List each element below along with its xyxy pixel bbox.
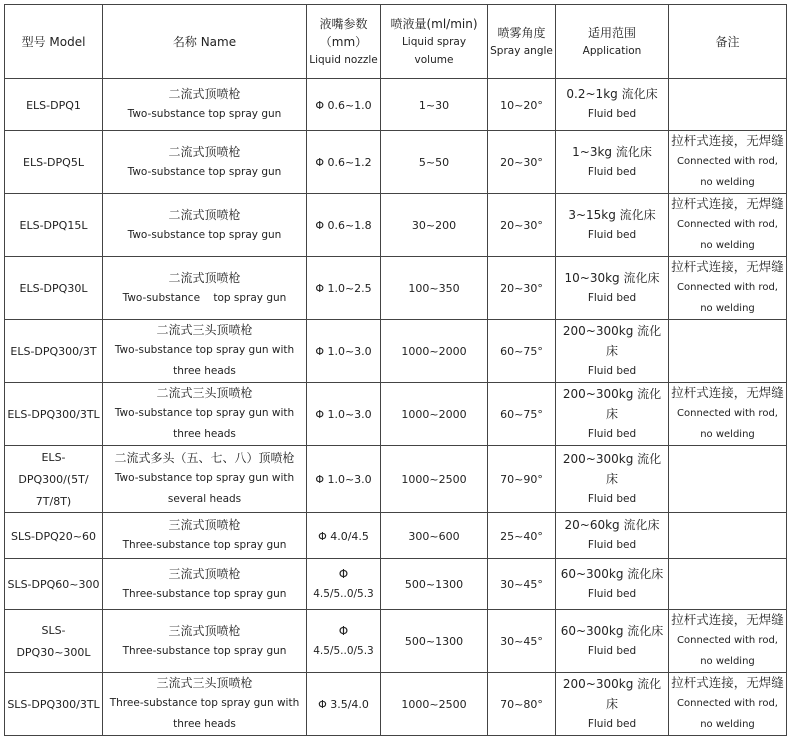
volume-cell: 1000~2000 bbox=[381, 383, 488, 446]
nozzle-cell: Φ 4.0/4.5 bbox=[307, 513, 381, 559]
nozzle-cell: Φ 1.0~3.0 bbox=[307, 446, 381, 513]
header-angle: 喷雾角度 Spray angle bbox=[488, 5, 556, 79]
name-cell: 二流式三头顶喷枪 Two-substance top spray gun with three heads bbox=[103, 383, 307, 446]
application-cell: 60~300kg 流化床 Fluid bed bbox=[556, 559, 669, 610]
angle-cell: 70~90° bbox=[488, 446, 556, 513]
application-cell: 200~300kg 流化床 Fluid bed bbox=[556, 673, 669, 736]
table-row bbox=[5, 673, 787, 736]
application-cell: 60~300kg 流化床 Fluid bed bbox=[556, 610, 669, 673]
remark-cell: 拉杆式连接，无焊缝 Connected with rod, no welding bbox=[669, 383, 787, 446]
model-cell: ELS-DPQ300/3T bbox=[5, 320, 103, 383]
application-cell: 10~30kg 流化床 Fluid bed bbox=[556, 257, 669, 320]
nozzle-cell: Φ 4.5/5..0/5.3 bbox=[307, 559, 381, 610]
remark-cell bbox=[669, 320, 787, 383]
table-row bbox=[5, 610, 787, 673]
model-cell: ELS-DPQ5L bbox=[5, 131, 103, 194]
angle-cell: 10~20° bbox=[488, 79, 556, 131]
model-cell: SLS-DPQ20~60 bbox=[5, 513, 103, 559]
model-cell: SLS-DPQ60~300 bbox=[5, 559, 103, 610]
table-row bbox=[5, 513, 787, 559]
name-cell: 二流式顶喷枪 Two-substance top spray gun bbox=[103, 194, 307, 257]
name-cell: 二流式多头（五、七、八）顶喷枪 Two-substance top spray gun with several heads bbox=[103, 446, 307, 513]
angle-cell: 70~80° bbox=[488, 673, 556, 736]
name-cell: 三流式三头顶喷枪 Three-substance top spray gun with three heads bbox=[103, 673, 307, 736]
application-cell: 200~300kg 流化床 Fluid bed bbox=[556, 320, 669, 383]
remark-cell: 拉杆式连接，无焊缝 Connected with rod, no welding bbox=[669, 194, 787, 257]
angle-cell: 20~30° bbox=[488, 257, 556, 320]
model-cell: ELS-DPQ300/(5T/ 7T/8T) bbox=[5, 446, 103, 513]
angle-cell: 25~40° bbox=[488, 513, 556, 559]
volume-cell: 1~30 bbox=[381, 79, 488, 131]
name-cell: 二流式顶喷枪 Two-substance top spray gun bbox=[103, 131, 307, 194]
application-cell: 1~3kg 流化床 Fluid bed bbox=[556, 131, 669, 194]
header-row bbox=[5, 5, 787, 79]
remark-cell: 拉杆式连接，无焊缝 Connected with rod, no welding bbox=[669, 257, 787, 320]
header-nozzle: 液嘴参数 （mm） Liquid nozzle bbox=[307, 5, 381, 79]
table-row bbox=[5, 559, 787, 610]
table-row bbox=[5, 446, 787, 513]
nozzle-cell: Φ 0.6~1.2 bbox=[307, 131, 381, 194]
application-cell: 20~60kg 流化床 Fluid bed bbox=[556, 513, 669, 559]
model-cell: ELS-DPQ300/3TL bbox=[5, 383, 103, 446]
name-cell: 三流式顶喷枪 Three-substance top spray gun bbox=[103, 559, 307, 610]
remark-cell bbox=[669, 559, 787, 610]
remark-cell: 拉杆式连接，无焊缝 Connected with rod, no welding bbox=[669, 131, 787, 194]
nozzle-cell: Φ 1.0~3.0 bbox=[307, 320, 381, 383]
model-cell: ELS-DPQ15L bbox=[5, 194, 103, 257]
model-cell: SLS-DPQ30~300L bbox=[5, 610, 103, 673]
table-row bbox=[5, 194, 787, 257]
header-model: 型号 Model bbox=[5, 5, 103, 79]
application-cell: 0.2~1kg 流化床 Fluid bed bbox=[556, 79, 669, 131]
angle-cell: 20~30° bbox=[488, 194, 556, 257]
remark-cell: 拉杆式连接，无焊缝 Connected with rod, no welding bbox=[669, 610, 787, 673]
nozzle-cell: Φ 3.5/4.0 bbox=[307, 673, 381, 736]
volume-cell: 1000~2000 bbox=[381, 320, 488, 383]
header-remark: 备注 bbox=[669, 5, 787, 79]
nozzle-cell: Φ 1.0~3.0 bbox=[307, 383, 381, 446]
table-row bbox=[5, 79, 787, 131]
table-row bbox=[5, 257, 787, 320]
nozzle-cell: Φ 0.6~1.0 bbox=[307, 79, 381, 131]
application-cell: 3~15kg 流化床 Fluid bed bbox=[556, 194, 669, 257]
header-application: 适用范围 Application bbox=[556, 5, 669, 79]
volume-cell: 500~1300 bbox=[381, 610, 488, 673]
remark-cell: 拉杆式连接，无焊缝 Connected with rod, no welding bbox=[669, 673, 787, 736]
angle-cell: 20~30° bbox=[488, 131, 556, 194]
volume-cell: 100~350 bbox=[381, 257, 488, 320]
header-name: 名称 Name bbox=[103, 5, 307, 79]
application-cell: 200~300kg 流化床 Fluid bed bbox=[556, 446, 669, 513]
remark-cell bbox=[669, 79, 787, 131]
volume-cell: 1000~2500 bbox=[381, 446, 488, 513]
table-row bbox=[5, 131, 787, 194]
table-row bbox=[5, 383, 787, 446]
angle-cell: 60~75° bbox=[488, 320, 556, 383]
volume-cell: 5~50 bbox=[381, 131, 488, 194]
nozzle-cell: Φ 0.6~1.8 bbox=[307, 194, 381, 257]
remark-cell bbox=[669, 446, 787, 513]
name-cell: 二流式顶喷枪 Two-substance top spray gun bbox=[103, 257, 307, 320]
angle-cell: 60~75° bbox=[488, 383, 556, 446]
angle-cell: 30~45° bbox=[488, 610, 556, 673]
name-cell: 三流式顶喷枪 Three-substance top spray gun bbox=[103, 610, 307, 673]
spray-gun-spec-table bbox=[4, 4, 787, 736]
model-cell: SLS-DPQ300/3TL bbox=[5, 673, 103, 736]
volume-cell: 300~600 bbox=[381, 513, 488, 559]
volume-cell: 30~200 bbox=[381, 194, 488, 257]
header-volume: 喷液量(ml/min) Liquid spray volume bbox=[381, 5, 488, 79]
model-cell: ELS-DPQ1 bbox=[5, 79, 103, 131]
remark-cell bbox=[669, 513, 787, 559]
angle-cell: 30~45° bbox=[488, 559, 556, 610]
name-cell: 二流式三头顶喷枪 Two-substance top spray gun with three heads bbox=[103, 320, 307, 383]
model-cell: ELS-DPQ30L bbox=[5, 257, 103, 320]
volume-cell: 1000~2500 bbox=[381, 673, 488, 736]
nozzle-cell: Φ 1.0~2.5 bbox=[307, 257, 381, 320]
nozzle-cell: Φ 4.5/5..0/5.3 bbox=[307, 610, 381, 673]
application-cell: 200~300kg 流化床 Fluid bed bbox=[556, 383, 669, 446]
volume-cell: 500~1300 bbox=[381, 559, 488, 610]
table-row bbox=[5, 320, 787, 383]
name-cell: 三流式顶喷枪 Three-substance top spray gun bbox=[103, 513, 307, 559]
name-cell: 二流式顶喷枪 Two-substance top spray gun bbox=[103, 79, 307, 131]
